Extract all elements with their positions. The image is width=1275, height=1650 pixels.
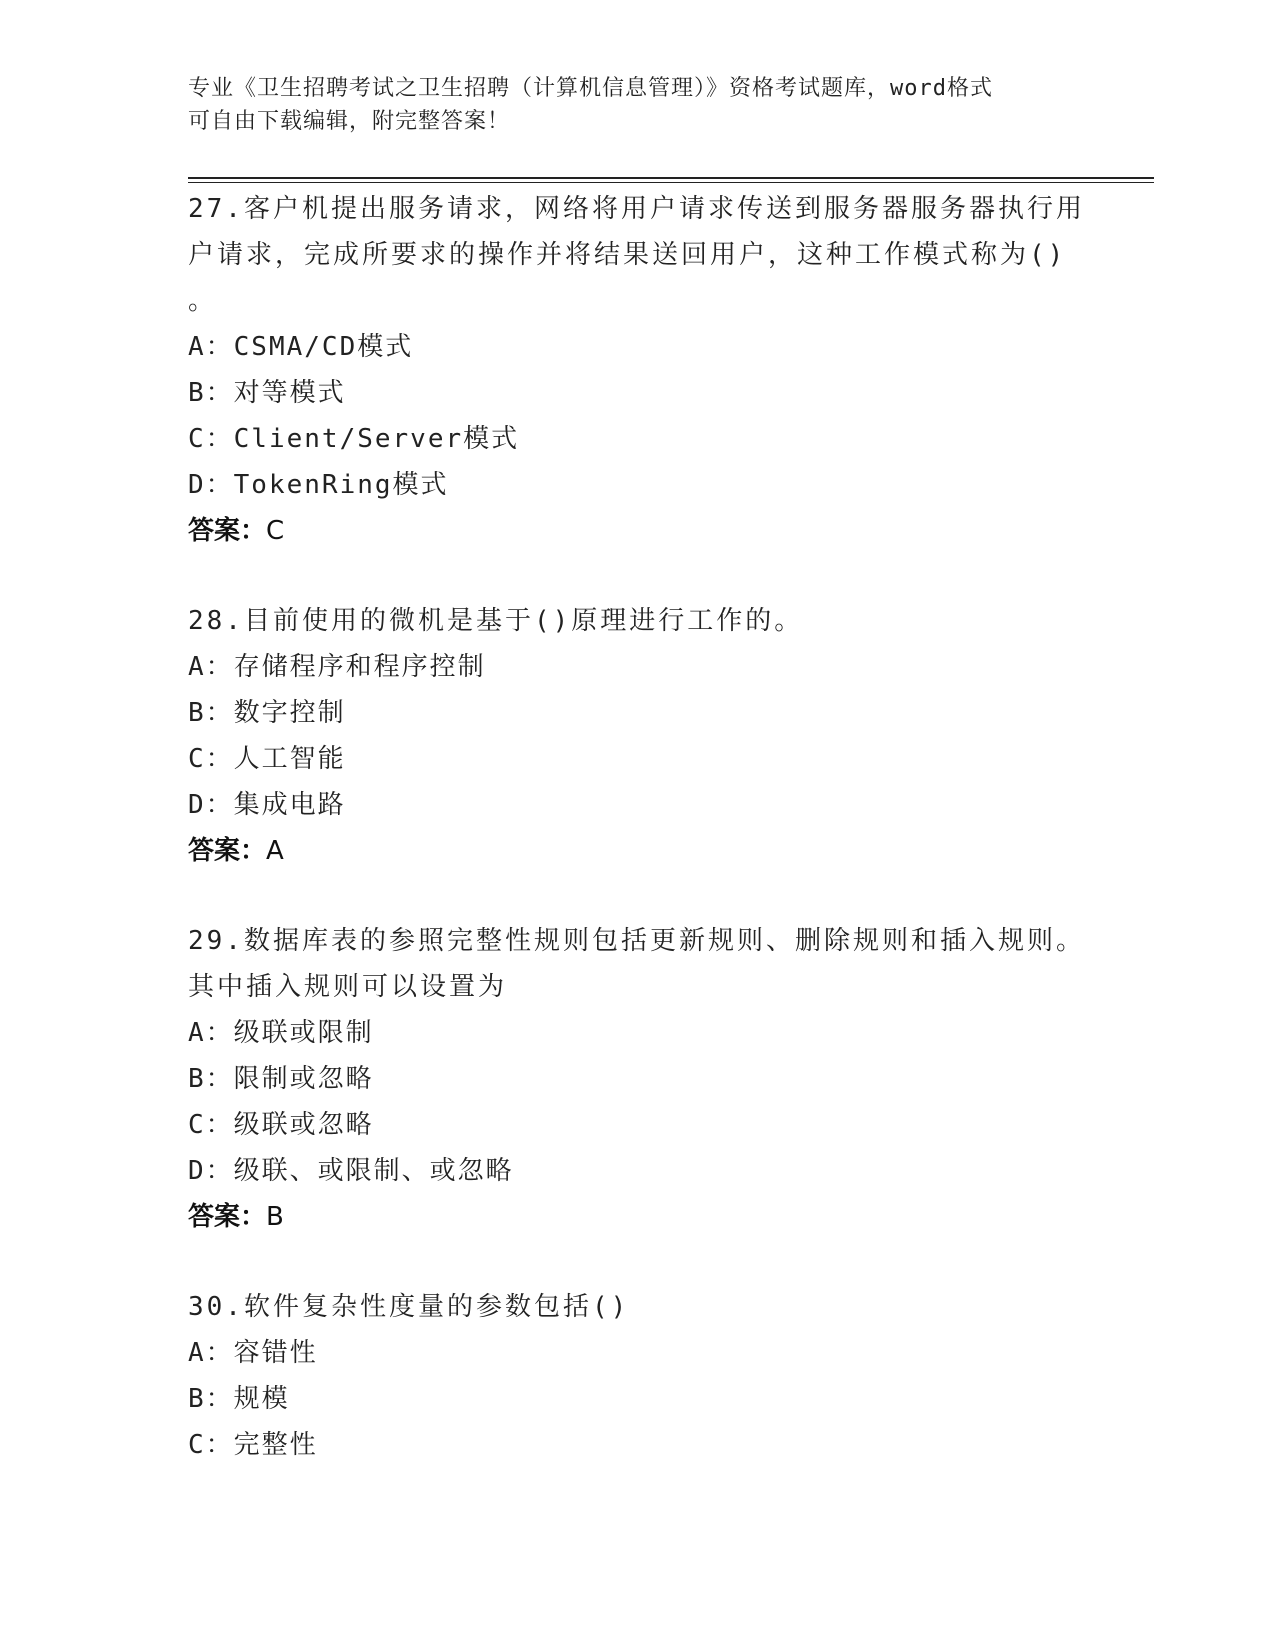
question-28	[188, 598, 1088, 874]
question-gap	[188, 554, 1088, 598]
header-line-1: 专业《卫生招聘考试之卫生招聘（计算机信息管理）》资格考试题库，word格式	[188, 76, 993, 101]
question-text: 27.客户机提出服务请求，网络将用户请求传送到服务器服务器执行用	[188, 194, 1085, 224]
question-text: 。	[188, 286, 218, 316]
option-a: A：存储程序和程序控制	[188, 652, 486, 682]
option-c: C：人工智能	[188, 744, 346, 774]
answer-value: A	[266, 836, 284, 866]
question-gap	[188, 874, 1088, 918]
option-b: B：规模	[188, 1384, 290, 1414]
answer-label: 答案：	[188, 516, 267, 546]
question-27	[188, 186, 1088, 554]
question-text: 29.数据库表的参照完整性规则包括更新规则、删除规则和插入规则。	[188, 926, 1085, 956]
answer-label: 答案：	[188, 836, 267, 866]
option-b: B：数字控制	[188, 698, 346, 728]
question-text: 户请求，完成所要求的操作并将结果送回用户，这种工作模式称为()	[188, 240, 1067, 270]
question-text: 28.目前使用的微机是基于()原理进行工作的。	[188, 606, 804, 636]
option-a: A：CSMA/CD模式	[188, 332, 414, 362]
option-c: C：Client/Server模式	[188, 424, 520, 454]
answer-label: 答案：	[188, 1202, 267, 1232]
option-b: B：对等模式	[188, 378, 346, 408]
document-header	[188, 72, 1068, 138]
option-a: A：级联或限制	[188, 1018, 374, 1048]
question-text: 30.软件复杂性度量的参数包括()	[188, 1292, 630, 1322]
answer-value: C	[266, 516, 285, 546]
option-d: D：集成电路	[188, 790, 346, 820]
option-c: C：完整性	[188, 1430, 318, 1460]
answer-line	[188, 828, 1088, 874]
question-29	[188, 918, 1088, 1240]
option-c: C：级联或忽略	[188, 1110, 374, 1140]
option-d: D：TokenRing模式	[188, 470, 449, 500]
option-a: A：容错性	[188, 1338, 318, 1368]
question-30	[188, 1284, 1088, 1468]
question-text: 其中插入规则可以设置为	[188, 972, 508, 1002]
header-line-2: 可自由下载编辑，附完整答案！	[188, 109, 511, 134]
option-d: D：级联、或限制、或忽略	[188, 1156, 514, 1186]
question-list	[188, 186, 1088, 1468]
answer-value: B	[266, 1202, 284, 1232]
header-divider	[188, 177, 1154, 183]
answer-line	[188, 508, 1088, 554]
question-gap	[188, 1240, 1088, 1284]
option-b: B：限制或忽略	[188, 1064, 374, 1094]
answer-line	[188, 1194, 1088, 1240]
